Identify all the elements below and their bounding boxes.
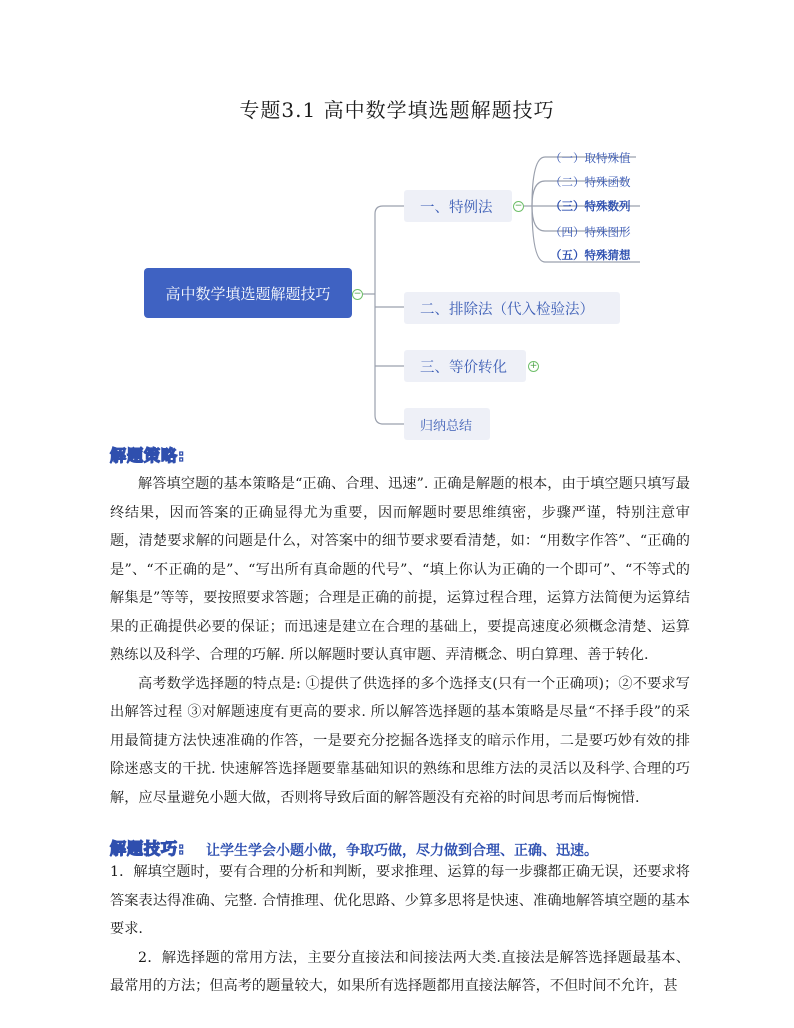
strategy-paragraph-1: 解答填空题的基本策略是“正确、合理、迅速”. 正确是解题的根本，由于填空题只填写最终结果，因而答案的正确显得尤为重要，因而解题时要思维缜密，步骤严谨，特别注意审题，清楚要求解的问题是什么，对答案中的细节要求要看清楚，如：“用数字作答”、“正确的是”、“不正确的是”、“写出所有真命题的代号”、“填上你认为正确的一个即可”、“不等式的解集是”等等，要按照要求答题；合理是正确的前提，运算过程合理，运算方法简便为运算结果的正确提供必要的保证；而迅速是建立在合理的基础上，要提高速度必须概念清楚、运算熟练以及科学、合理的巧解. 所以解题时要认真审题、弄清概念、明白算理、善于转化. xyxy=(110,476,690,663)
leaf-special-figure[interactable]: （四）特殊图形 xyxy=(550,225,631,239)
skills-paragraph-2: 2．解选择题的常用方法，主要分直接法和间接法两大类.直接法是解答选择题最基本、最常用的方法；但高考的题量较大，如果所有选择题都用直接法解答，不但时间不允许，甚 xyxy=(110,949,690,994)
branch-special-case[interactable]: 一、特例法 xyxy=(404,190,512,222)
strategy-paragraph-2: 高考数学选择题的特点是: ①提供了供选择的多个选择支(只有一个正确项)；②不要求写出解答过程 ③对解题速度有更高的要求. 所以解答选择题的基本策略是尽量“不择手段”的采用最简捷方法快速准确的作答，一是要充分挖掘各选择支的暗示作用，二是要巧妙有效的排除迷惑支的干扰. 快速解答选择题要靠基础知识的熟练和思维方法的灵活以及科学､合理的巧解，应尽量避免小题大做，否则将导致后面的解答题没有充裕的时间思考而后悔惋惜. xyxy=(110,675,690,806)
mind-map xyxy=(0,0,794,450)
leaf-special-value[interactable]: （一）取特殊值 xyxy=(550,151,631,165)
branch-collapse-icon[interactable]: − xyxy=(514,201,523,211)
root-collapse-icon[interactable]: − xyxy=(353,289,362,299)
branch-elimination[interactable]: 二、排除法（代入检验法） xyxy=(404,292,620,324)
branch-equivalent-transform[interactable]: 三、等价转化 xyxy=(404,350,526,382)
skills-paragraph-1: 1．解填空题时，要有合理的分析和判断，要求推理、运算的每一步骤都正确无误，还要求将答案表达得准确、完整. 合情推理、优化思路、少算多思将是快速、准确地解答填空题的基本要求. xyxy=(110,864,690,937)
leaf-special-guess[interactable]: （五）特殊猜想 xyxy=(550,248,631,262)
mindmap-root-node[interactable]: 高中数学填选题解题技巧 xyxy=(144,268,352,318)
leaf-special-sequence[interactable]: （三）特殊数列 xyxy=(550,199,631,213)
strategy-heading: 解题策略: xyxy=(110,446,186,465)
skills-body xyxy=(110,858,690,1001)
mind-map-connectors xyxy=(0,0,794,450)
strategy-body xyxy=(110,470,690,812)
page-title: 专题3.1 高中数学填选题解题技巧 xyxy=(239,98,555,122)
skills-heading: 解题技巧: xyxy=(110,839,186,858)
skills-tagline: 让学生学会小题小做，争取巧做，尽力做到合理、正确、迅速。 xyxy=(206,843,598,859)
leaf-special-function[interactable]: （二）特殊函数 xyxy=(550,175,631,189)
branch-expand-icon[interactable]: + xyxy=(529,361,538,371)
branch-summary[interactable]: 归纳总结 xyxy=(404,408,490,440)
